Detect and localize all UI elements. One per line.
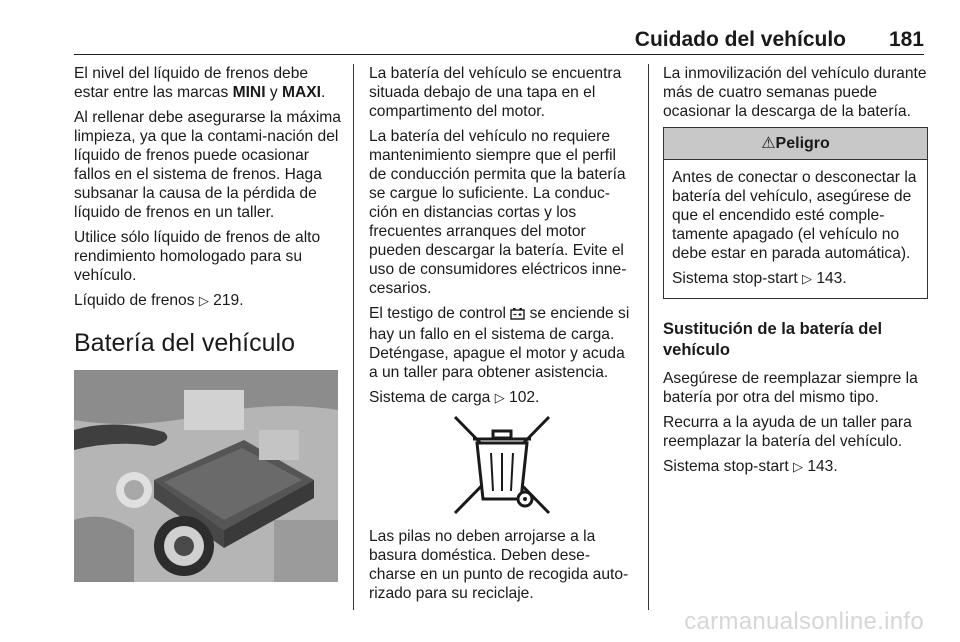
maxi-mark: MAXI bbox=[282, 84, 321, 101]
brake-fluid-reference[interactable]: Líquido de frenos ▷ 219. bbox=[74, 292, 244, 309]
brake-fluid-type-paragraph: Utilice sólo líquido de frenos de alto rendimiento homologado para su vehículo. bbox=[74, 229, 321, 284]
battery-maintenance-paragraph: La batería del vehículo no requiere mantenimiento siempre que el perfil de conducción permita que la batería se cargue lo suficiente. La conduc-ción en distancias cortas y los frecuentes arranques del motor pueden descargar la batería. Evite el uso de consumidores eléctricos inne-cesarios. bbox=[369, 128, 627, 297]
warning-triangle-icon: ⚠ bbox=[761, 135, 776, 152]
crossed-out-wheelie-bin-icon bbox=[447, 413, 557, 517]
charging-system-reference[interactable]: Sistema de carga ▷ 102. bbox=[369, 389, 540, 406]
danger-warning-box bbox=[663, 127, 928, 299]
column-divider-1 bbox=[353, 64, 354, 610]
battery-photo-illustration bbox=[74, 370, 338, 582]
section-heading-battery: Batería del vehículo bbox=[74, 329, 295, 357]
same-type-paragraph: Asegúrese de reemplazar siempre la batería por otra del mismo tipo. bbox=[663, 370, 918, 406]
cross-reference-arrow-icon: ▷ bbox=[802, 271, 812, 286]
cross-reference-arrow-icon: ▷ bbox=[494, 390, 505, 405]
column-2 bbox=[369, 64, 635, 609]
mini-mark: MINI bbox=[232, 84, 266, 101]
page-header bbox=[74, 26, 924, 55]
warning-text: Antes de conectar o desconectar la batería del vehículo, asegúrese de que el encendido esté comple-tamente apagado (el vehículo no debe estar en parada automática). bbox=[672, 169, 917, 262]
cross-reference-arrow-icon: ▷ bbox=[793, 459, 803, 474]
workshop-paragraph: Recurra a la ayuda de un taller para reemplazar la batería del vehículo. bbox=[663, 414, 912, 450]
battery-warning-lamp-icon bbox=[510, 306, 525, 325]
engine-compartment-battery-photo bbox=[74, 370, 338, 582]
charging-lamp-paragraph: El testigo de control se enciende si hay un fallo en el sistema de carga. Deténgase, apague el motor y acuda a un taller para obtener asistencia. bbox=[369, 305, 630, 381]
warning-stop-start-reference[interactable]: Sistema stop-start ▷ 143. bbox=[672, 270, 847, 287]
subheading-battery-replacement: Sustitución de la batería del vehículo bbox=[663, 320, 883, 359]
stop-start-reference[interactable]: Sistema stop-start ▷ 143. bbox=[663, 458, 838, 475]
cleanliness-paragraph: Al rellenar debe asegurarse la máxima limpieza, ya que la contami-nación del líquido de frenos puede ocasionar fallos en el sistema de frenos. Haga subsanar la causa de la pérdida de líquido de frenos en un taller. bbox=[74, 109, 341, 221]
cross-reference-arrow-icon: ▷ bbox=[198, 293, 209, 308]
chapter-title: Cuidado del vehículo bbox=[634, 28, 846, 51]
warning-title: ⚠Peligro bbox=[664, 128, 927, 160]
long-immobilization-paragraph: La inmovilización del vehículo durante más de cuatro semanas puede ocasionar la descarga de la batería. bbox=[663, 65, 927, 120]
battery-disposal-paragraph: Las pilas no deben arrojarse a la basura doméstica. Deben dese-charse en un punto de recogida auto-rizado para su reciclaje. bbox=[369, 528, 629, 602]
battery-location-paragraph: La batería del vehículo se encuentra situada debajo de una tapa en el compartimento del motor. bbox=[369, 65, 622, 120]
watermark: carmanualsonline.info bbox=[684, 608, 924, 635]
column-1 bbox=[74, 64, 342, 372]
page-number: 181 bbox=[888, 28, 924, 51]
brake-fluid-level-paragraph: El nivel del líquido de frenos debe estar entre las marcas MINI y MAXI. bbox=[74, 65, 326, 101]
column-3 bbox=[663, 64, 928, 482]
column-divider-2 bbox=[648, 64, 649, 610]
